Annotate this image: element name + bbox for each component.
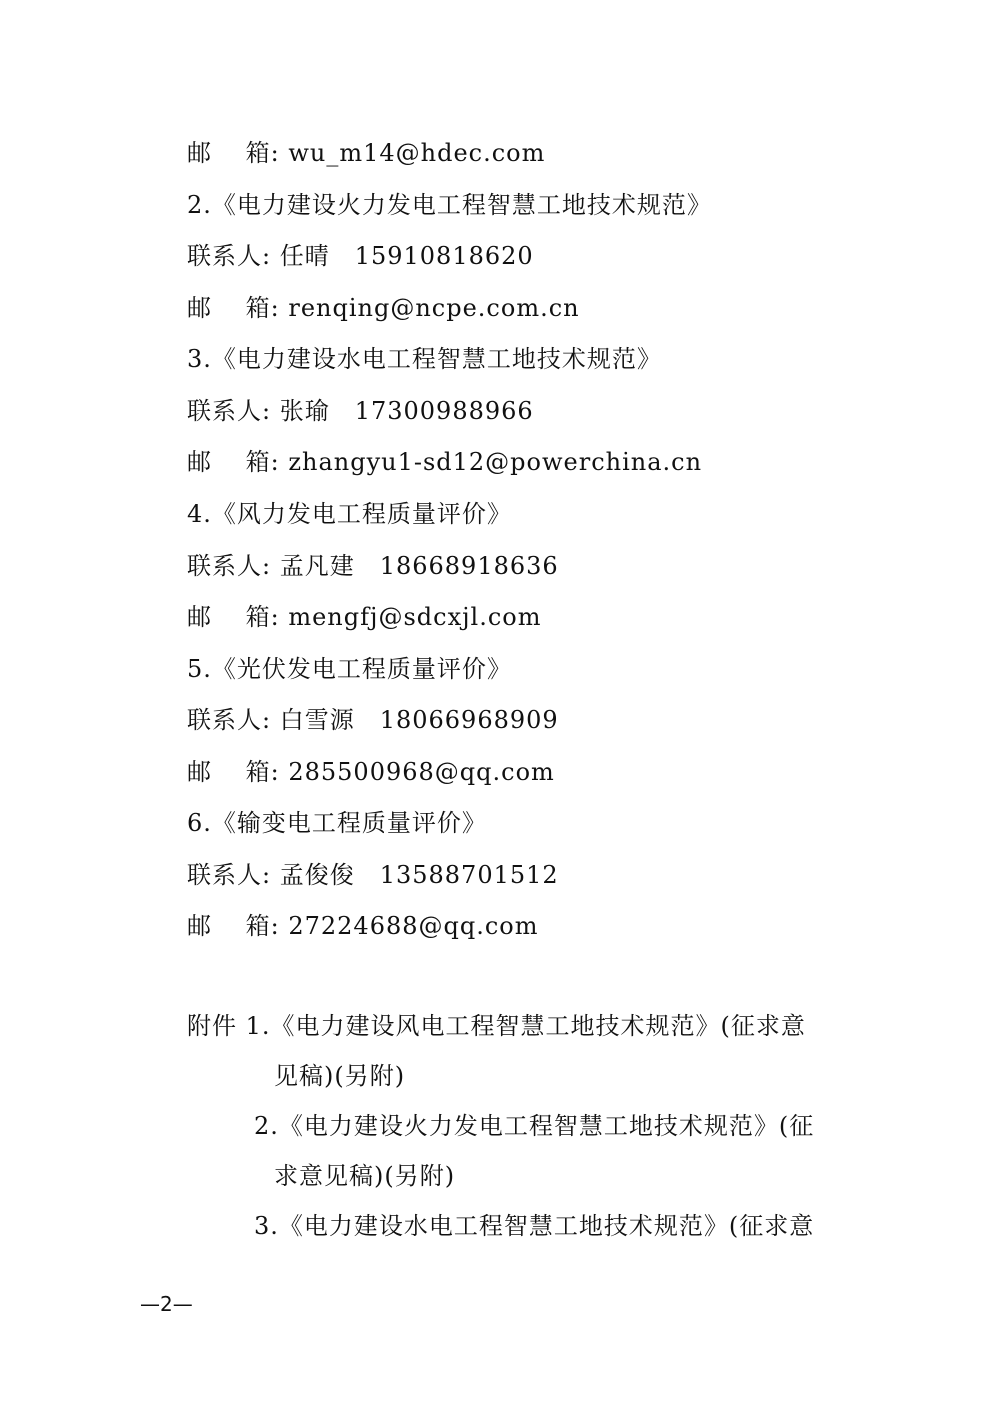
contact-person-line: 联系人: 任晴 15910818620 <box>187 242 534 270</box>
attachment-item-1-continued: 见稿)(另附) <box>274 1062 406 1090</box>
contact-person-line: 联系人: 孟俊俊 13588701512 <box>187 861 559 889</box>
email-line: 邮 箱: 285500968@qq.com <box>187 758 555 786</box>
contact-person-line: 联系人: 张瑜 17300988966 <box>187 397 534 425</box>
attachment-item-2-continued: 求意见稿)(另附) <box>274 1162 456 1190</box>
standard-title-line: 3.《电力建设水电工程智慧工地技术规范》 <box>187 345 662 373</box>
email-line: 邮 箱: wu_m14@hdec.com <box>187 139 546 167</box>
email-line: 邮 箱: renqing@ncpe.com.cn <box>187 294 580 322</box>
standard-title-line: 2.《电力建设火力发电工程智慧工地技术规范》 <box>187 191 712 219</box>
contact-person-line: 联系人: 孟凡建 18668918636 <box>187 552 559 580</box>
attachment-item-2: 2.《电力建设火力发电工程智慧工地技术规范》(征 <box>254 1112 815 1140</box>
attachment-item-3: 3.《电力建设水电工程智慧工地技术规范》(征求意 <box>254 1212 815 1240</box>
page-number: —2— <box>140 1292 193 1316</box>
standard-title-line: 4.《风力发电工程质量评价》 <box>187 500 512 528</box>
standard-title-line: 5.《光伏发电工程质量评价》 <box>187 655 512 683</box>
email-line: 邮 箱: zhangyu1-sd12@powerchina.cn <box>187 448 703 476</box>
contact-person-line: 联系人: 白雪源 18066968909 <box>187 706 559 734</box>
email-line: 邮 箱: 27224688@qq.com <box>187 912 539 940</box>
attachment-item-1: 附件 1.《电力建设风电工程智慧工地技术规范》(征求意 <box>187 1012 806 1040</box>
email-line: 邮 箱: mengfj@sdcxjl.com <box>187 603 542 631</box>
standard-title-line: 6.《输变电工程质量评价》 <box>187 809 487 837</box>
